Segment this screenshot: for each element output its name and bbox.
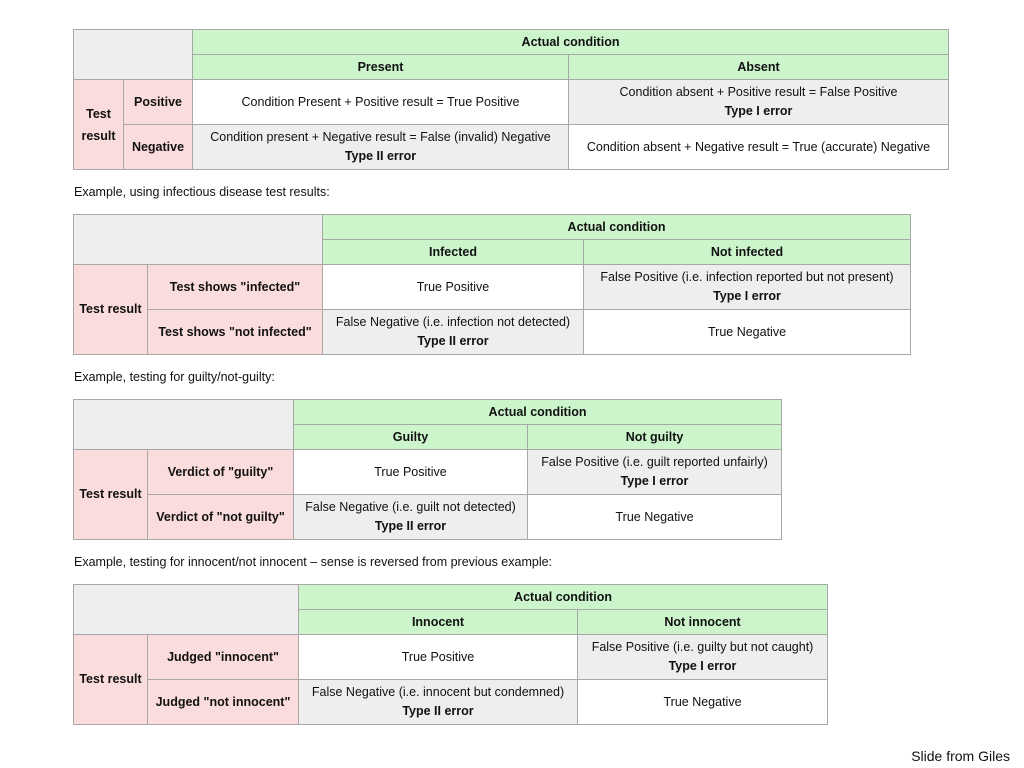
actual-condition-header: Actual condition	[294, 400, 782, 425]
corner-cell	[74, 30, 193, 80]
cell-false-positive	[569, 80, 949, 125]
slide-credit: Slide from Giles	[911, 748, 1010, 764]
confusion-table-general	[73, 29, 949, 170]
cell-text: Condition present + Negative result = False (invalid) Negative	[210, 130, 551, 144]
cell-true-positive: True Positive	[294, 450, 528, 495]
type-ii-error-label: Type II error	[374, 519, 447, 533]
column-header-guilty: Guilty	[294, 425, 528, 450]
cell-text: False Positive (i.e. guilt reported unfairly)	[541, 455, 768, 469]
row-header-shows-not-infected: Test shows "not infected"	[148, 310, 323, 355]
caption-innocent: Example, testing for innocent/not innocent – sense is reversed from previous example:	[74, 555, 553, 569]
corner-cell	[74, 585, 299, 635]
cell-true-positive: True Positive	[299, 635, 578, 680]
row-header-verdict-guilty: Verdict of "guilty"	[148, 450, 294, 495]
caption-infectious: Example, using infectious disease test results:	[74, 185, 330, 199]
cell-false-negative	[299, 680, 578, 725]
row-header-verdict-not-guilty: Verdict of "not guilty"	[148, 495, 294, 540]
cell-true-negative: True Negative	[584, 310, 911, 355]
cell-text: False Negative (i.e. infection not detected)	[335, 315, 571, 329]
cell-false-negative	[323, 310, 584, 355]
cell-true-negative: Condition absent + Negative result = True (accurate) Negative	[569, 125, 949, 170]
row-header-negative: Negative	[124, 125, 193, 170]
cell-true-positive: True Positive	[323, 265, 584, 310]
confusion-table-innocent	[73, 584, 828, 725]
confusion-table-infectious	[73, 214, 911, 355]
cell-true-positive: Condition Present + Positive result = True Positive	[193, 80, 569, 125]
column-header-not-innocent: Not innocent	[578, 610, 828, 635]
column-header-not-guilty: Not guilty	[528, 425, 782, 450]
cell-text: Condition absent + Positive result = False Positive	[619, 85, 898, 99]
corner-cell	[74, 215, 323, 265]
test-result-header: Test result	[74, 450, 148, 540]
column-header-present: Present	[193, 55, 569, 80]
type-i-error-label: Type I error	[724, 104, 793, 118]
row-header-positive: Positive	[124, 80, 193, 125]
type-i-error-label: Type I error	[620, 474, 689, 488]
row-header-judged-innocent: Judged "innocent"	[148, 635, 299, 680]
test-result-header: Test result	[74, 80, 124, 170]
type-ii-error-label: Type II error	[402, 704, 474, 718]
cell-text: False Negative (i.e. innocent but condemned)	[311, 685, 565, 699]
test-result-header: Test result	[74, 265, 148, 355]
test-result-header: Test result	[74, 635, 148, 725]
cell-text: False Negative (i.e. guilt not detected)	[305, 500, 516, 514]
column-header-innocent: Innocent	[299, 610, 578, 635]
column-header-infected: Infected	[323, 240, 584, 265]
actual-condition-header: Actual condition	[323, 215, 911, 240]
cell-false-positive	[584, 265, 911, 310]
cell-true-negative: True Negative	[528, 495, 782, 540]
actual-condition-header: Actual condition	[299, 585, 828, 610]
column-header-absent: Absent	[569, 55, 949, 80]
column-header-not-infected: Not infected	[584, 240, 911, 265]
cell-false-positive	[578, 635, 828, 680]
row-header-shows-infected: Test shows "infected"	[148, 265, 323, 310]
type-ii-error-label: Type II error	[417, 334, 489, 348]
type-i-error-label: Type I error	[713, 289, 781, 303]
type-ii-error-label: Type II error	[344, 149, 417, 163]
cell-true-negative: True Negative	[578, 680, 828, 725]
corner-cell	[74, 400, 294, 450]
cell-text: False Positive (i.e. guilty but not caught)	[591, 640, 814, 654]
type-i-error-label: Type I error	[668, 659, 737, 673]
cell-false-positive	[528, 450, 782, 495]
caption-guilty: Example, testing for guilty/not-guilty:	[74, 370, 275, 384]
confusion-table-guilty	[73, 399, 782, 540]
cell-false-negative	[193, 125, 569, 170]
row-header-judged-not-innocent: Judged "not innocent"	[148, 680, 299, 725]
cell-text: False Positive (i.e. infection reported but not present)	[600, 270, 894, 284]
actual-condition-header: Actual condition	[193, 30, 949, 55]
cell-false-negative	[294, 495, 528, 540]
